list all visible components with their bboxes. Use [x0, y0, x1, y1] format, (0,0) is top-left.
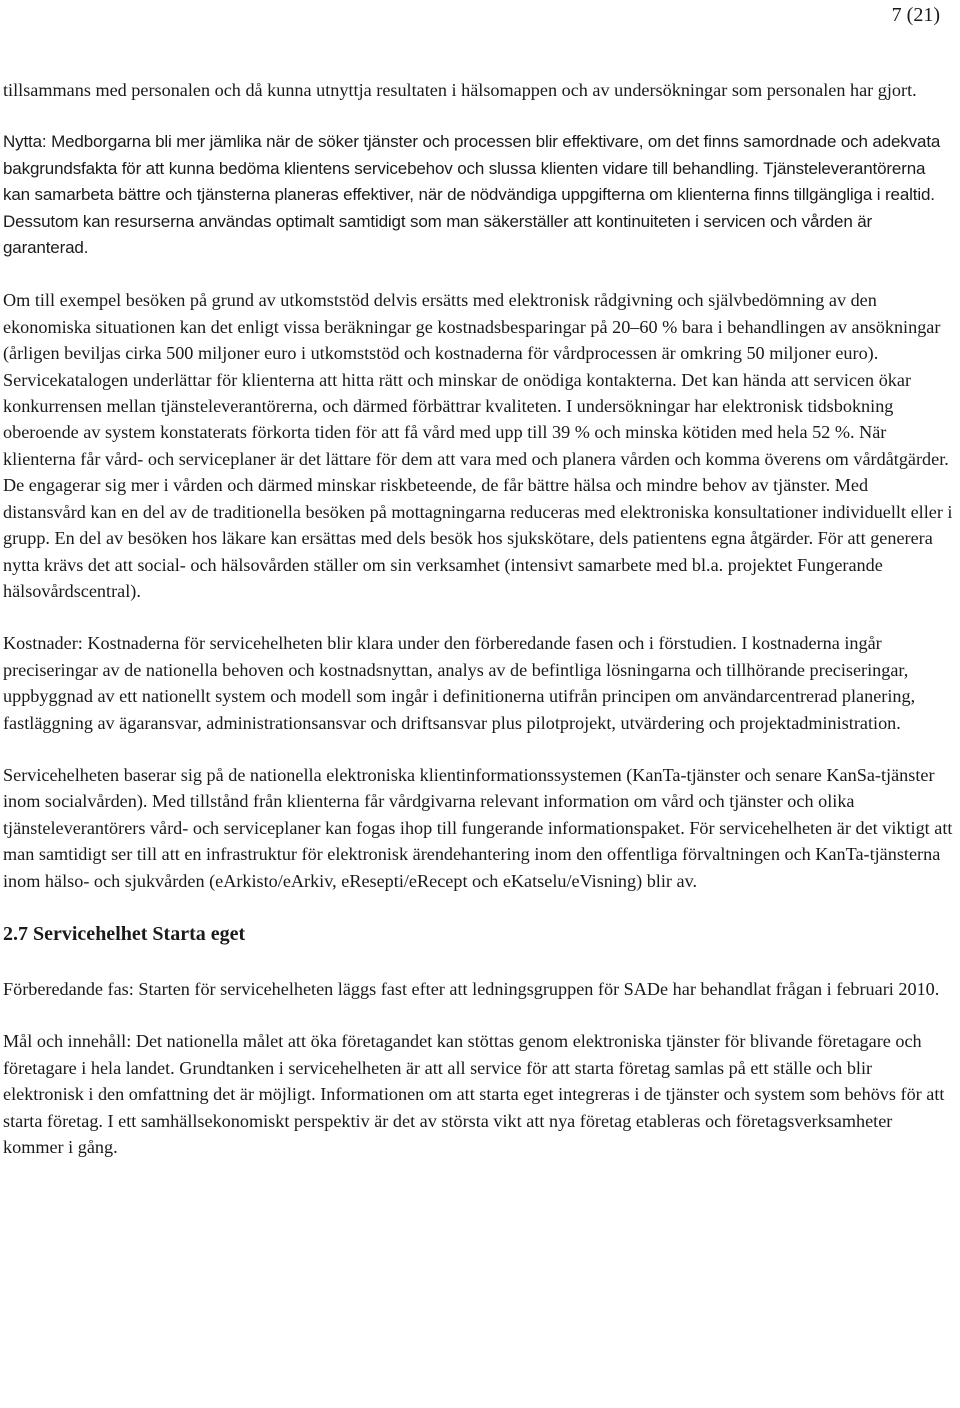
- page-number: 7 (21): [891, 4, 940, 26]
- document-body: [3, 77, 953, 1160]
- paragraph-nytta: Nytta: Medborgarna bli mer jämlika när de söker tjänster och processen blir effektivare, om det finns samordnade och adekvata bakgrundsfakta för att kunna bedöma klientens servicebehov och slussa klienten vidare till behandling. Tjänsteleverantörerna kan samarbeta bättre och tjänsterna planeras effektiver, när de nödvändiga uppgifterna om klienterna finns tillgängliga i realtid. Dessutom kan resurserna användas optimalt samtidigt som man säkerställer att kontinuiteten i servicen och vården är garanterad.: [3, 132, 941, 258]
- paragraph-continuation: tillsammans med personalen och då kunna utnyttja resultaten i hälsomappen och av undersökningar som personalen har gjort.: [3, 80, 917, 100]
- paragraph-mal-och-innehall: Mål och innehåll: Det nationella målet att öka företagandet kan stöttas genom elektroniska tjänster för blivande företagare och företagare i hela landet. Grundtanken i servicehelheten är att all service för att starta företag samlas på ett ställe och blir elektronisk i den omfattning det är möjligt. Informationen om att starta eget integreras i de tjänster och system som behövs för att starta företag. I ett samhällsekonomiskt perspektiv är det av största vikt att nya företag etableras och företagsverksamheter kommer i gång.: [3, 1031, 945, 1157]
- paragraph-forberedande-fas: Förberedande fas: Starten för servicehelheten läggs fast efter att ledningsgruppen för SADe har behandlat frågan i februari 2010.: [3, 978, 940, 999]
- section-heading: 2.7 Servicehelhet Starta eget: [3, 922, 246, 945]
- paragraph-infrastructure: Servicehelheten baserar sig på de nationella elektroniska klientinformationssystemen (KanTa-tjänster och senare KanSa-tjänster inom socialvården). Med tillstånd från klienterna får vårdgivarna relevant information om vård och tjänster och olika tjänsteleverantörers vård- och serviceplaner kan fogas ihop till fungerande informationspaket. För servicehelheten är det viktigt att man samtidigt ser till att en infrastruktur för elektronisk ärendehantering inom den offentliga förvaltningen och KanTa-tjänsterna inom hälso- och sjukvården (eArkisto/eArkiv, eResepti/eRecept och eKatselu/eVisning) blir av.: [3, 764, 953, 891]
- paragraph-kostnader: Kostnader: Kostnaderna för servicehelheten blir klara under den förberedande fasen och i förstudien. I kostnaderna ingår preciseringar av de nationella behoven och kostnadsnyttan, analys av de befintliga lösningarna och tillhörande preciseringar, uppbyggnad av ett nationellt system och modell som ingår i definitionerna utifrån principen om användarcentrerad planering, fastläggning av ägaransvar, administrationsansvar och driftsansvar plus pilotprojekt, utvärdering och projektadministration.: [3, 633, 916, 733]
- paragraph-example-savings: Om till exempel besöken på grund av utkomststöd delvis ersätts med elektronisk rådgivning och självbedömning av den ekonomiska situationen kan det enligt vissa beräkningar ge kostnadsbesparingar på 20–60 % bara i behandlingen av ansökningar (årligen beviljas cirka 500 miljoner euro i utkomststöd och kostnaderna för vårdprocessen är omkring 50 miljoner euro). Servicekatalogen underlättar för klienterna att hitta rätt och minskar de onödiga kontakterna. Det kan hända att servicen ökar konkurrensen mellan tjänsteleverantörerna, och därmed förbättrar kvaliteten. I undersökningar har elektronisk tidsbokning oberoende av system konstaterats förkorta tiden för att få vård med upp till 39 % och minska kötiden med hela 52 %. När klienterna får vård- och serviceplaner är det lättare för dem att vara med och planera vården och komma överens om vårdåtgärder. De engagerar sig mer i vården och därmed minskar riskbeteende, de får bättre hälsa och mindre behov av tjänster. Med distansvård kan en del av de traditionella besöken på mottagningarna reduceras med elektroniska konsultationer individuellt eller i grupp. En del av besöken hos läkare kan ersättas med dels besök hos sjukskötare, dels patientens egna åtgärder. För att generera nytta krävs det att social- och hälsovården ställer om sin verksamhet (intensivt samarbete med bl.a. projektet Fungerande hälsovårdscentral).: [3, 290, 953, 601]
